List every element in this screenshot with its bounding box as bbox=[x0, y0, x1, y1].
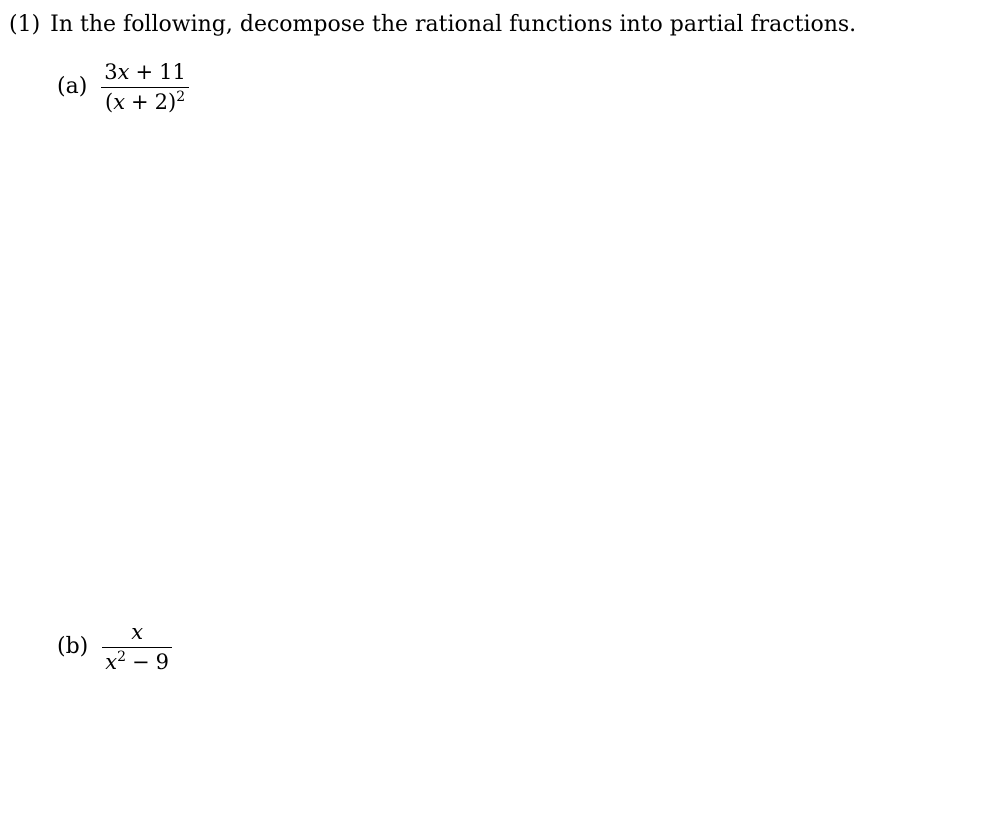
denominator-constant: 9 bbox=[155, 650, 169, 675]
denominator-exponent: 2 bbox=[117, 649, 127, 666]
denominator-variable: x bbox=[113, 90, 126, 115]
numerator-coefficient: 3 bbox=[104, 60, 118, 84]
fraction-b-denominator bbox=[102, 648, 172, 674]
question-text: In the following, decompose the rational functions into partial fractions. bbox=[50, 12, 857, 37]
part-b bbox=[57, 620, 172, 674]
numerator-constant: 11 bbox=[159, 60, 186, 84]
denominator-close-paren: ) bbox=[168, 90, 177, 115]
denominator-variable: x bbox=[105, 650, 118, 675]
fraction-a-numerator bbox=[101, 60, 189, 87]
numerator-variable: x bbox=[117, 60, 130, 84]
part-b-label: (b) bbox=[57, 634, 89, 660]
part-a-label: (a) bbox=[57, 74, 88, 100]
fraction-b-numerator bbox=[128, 620, 146, 647]
numerator-variable: x bbox=[131, 620, 144, 644]
numerator-operator: + bbox=[135, 60, 154, 84]
question-number: (1) bbox=[9, 12, 41, 37]
fraction-a-denominator bbox=[102, 88, 188, 114]
question-1 bbox=[9, 11, 856, 39]
denominator-operator: − bbox=[132, 650, 150, 675]
denominator-operator: + bbox=[131, 90, 149, 115]
fraction-a bbox=[101, 60, 189, 114]
fraction-b bbox=[102, 620, 172, 674]
denominator-exponent: 2 bbox=[176, 89, 186, 106]
part-a bbox=[57, 60, 189, 114]
denominator-constant: 2 bbox=[154, 90, 169, 115]
denominator-open-paren: ( bbox=[105, 90, 114, 115]
